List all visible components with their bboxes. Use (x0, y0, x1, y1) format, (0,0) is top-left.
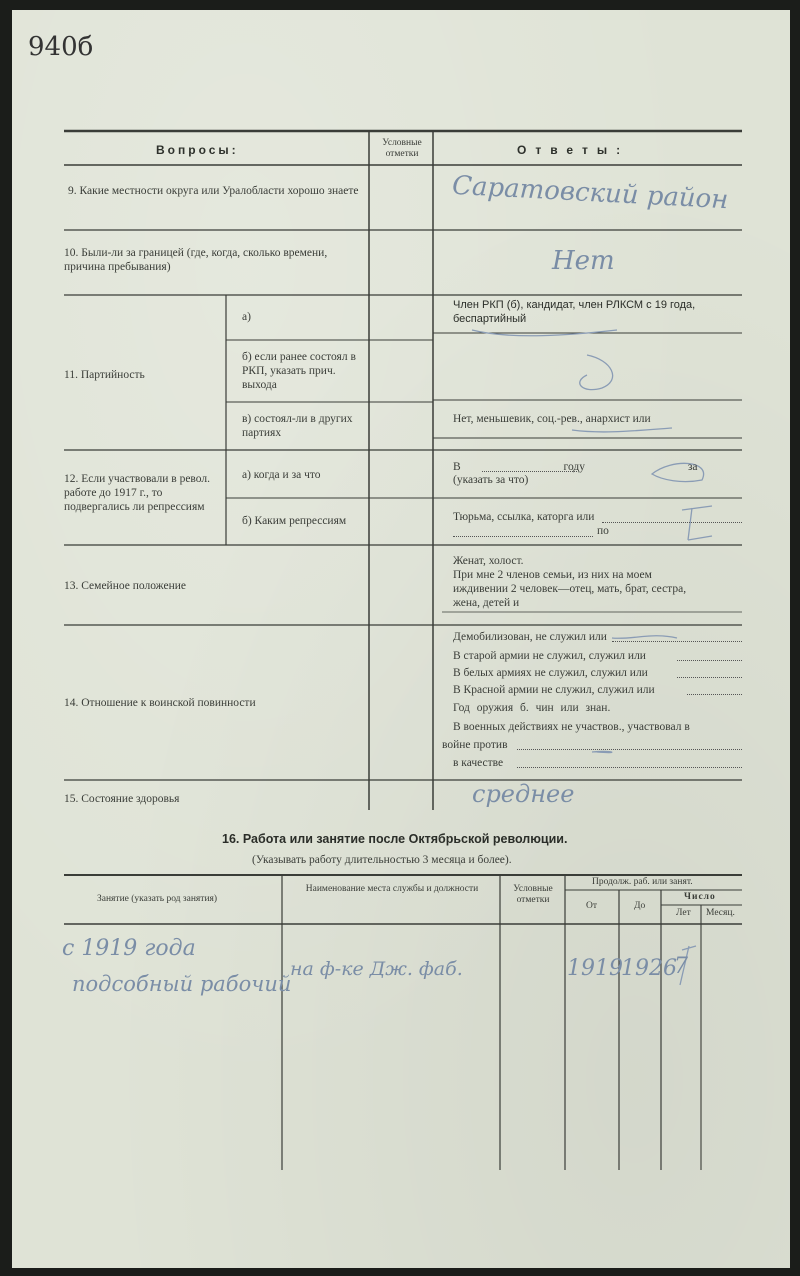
answer-12b-po: по (597, 525, 609, 537)
answer-14-line1-fill (612, 640, 742, 642)
question-13: 13. Семейное положение (64, 580, 186, 592)
answer-10-handwritten: Нет (552, 246, 615, 276)
answer-12a-note: (указать за что) (453, 474, 529, 486)
col-place: Наименование места службы и должности (305, 884, 479, 894)
header-questions: Вопросы: (156, 143, 239, 157)
answer-13-line2: При мне 2 членов семьи, из них на моем (453, 569, 652, 581)
work-years-handwritten: 7 (674, 954, 688, 979)
answer-9-handwritten: Саратовский район (451, 170, 730, 216)
archive-mark: 940б (28, 32, 94, 62)
col-from: От (586, 901, 598, 911)
col-count: Число (684, 892, 716, 902)
answer-14-line6: В военных действиях не участвов., участвовал в (453, 721, 690, 733)
col-to: До (634, 901, 646, 911)
header-answers: Ответы: (517, 143, 630, 157)
answer-14-line4: В Красной армии не служил, служил или (453, 684, 655, 696)
answer-14-line8: в качестве (453, 757, 504, 769)
question-11: 11. Партийность (64, 369, 145, 381)
header-marks: Условные отметки (382, 138, 422, 159)
work-to-handwritten: 1926 (621, 956, 677, 981)
answer-13-line3: иждивении 2 человек—отец, мать, брат, сестра, (453, 583, 687, 595)
work-row1-handwritten: с 1919 года (62, 936, 196, 961)
answer-14-line8-fill (517, 766, 742, 768)
answer-14-line2: В старой армии не служил, служил или (453, 650, 646, 662)
answer-12a: В году за (453, 461, 698, 473)
answer-11a: Член РКП (б), кандидат, член РЛКСМ с 19 года, беспартийный (453, 299, 696, 325)
work-place-handwritten: на ф-ке Дж. фаб. (290, 958, 463, 980)
answer-12b: Тюрьма, ссылка, каторга или (453, 511, 595, 523)
col-duration: Продолж. раб. или занят. (592, 877, 693, 887)
question-12a: а) когда и за что (242, 469, 321, 481)
answer-12a-line (482, 470, 577, 472)
answer-14-line3-fill (677, 676, 742, 678)
work-row2-handwritten: подсобный рабочий (72, 972, 292, 996)
col-months: Месяц. (706, 908, 735, 918)
question-9: 9. Какие местности округа или Уралобласти хорошо знаете (68, 185, 359, 197)
question-12: 12. Если участвовали в револ. работе до 1917 г., то подвергались ли репрессиям (64, 473, 210, 513)
question-14: 14. Отношение к воинской повинности (64, 697, 256, 709)
answer-13-line1: Женат, холост. (453, 555, 524, 567)
col-marks: Условные отметки (513, 884, 553, 905)
col-years: Лет (676, 908, 691, 918)
answer-15-handwritten: среднее (472, 780, 575, 808)
question-11c: в) состоял-ли в других партиях (242, 413, 353, 439)
question-10: 10. Были-ли за границей (где, когда, сколько времени, причина пребывания) (64, 247, 328, 273)
answer-14-line2-fill (677, 659, 742, 661)
answer-12b-line1 (602, 521, 742, 523)
answer-14-line1: Демобилизован, не служил или (453, 631, 607, 643)
question-15: 15. Состояние здоровья (64, 793, 180, 805)
question-12b: б) Каким репрессиям (242, 515, 347, 527)
answer-11c: Нет, меньшевик, соц.-рев., анархист или (453, 413, 651, 425)
answer-14-line5: Год оружия б. чин или знан. (453, 702, 611, 714)
document-sheet (12, 10, 790, 1268)
answer-14-line7: войне против (442, 739, 508, 751)
answer-12b-line2 (453, 535, 593, 537)
question-11a: а) (242, 311, 251, 323)
answer-14-line4-fill (687, 693, 742, 695)
section-16-title: 16. Работа или занятие после Октябрьской революции. (222, 832, 568, 846)
col-occupation: Занятие (указать род занятия) (97, 894, 218, 904)
answer-14-line7-fill (517, 748, 742, 750)
answer-13-line4: жена, детей и (453, 597, 520, 609)
section-16-subtitle: (Указывать работу длительностью 3 месяца и более). (252, 854, 512, 866)
question-11b: б) если ранее состоял в РКП, указать прич. выхода (242, 351, 356, 391)
answer-14-line3: В белых армиях не служил, служил или (453, 667, 648, 679)
work-from-handwritten: 1919 (567, 956, 623, 981)
